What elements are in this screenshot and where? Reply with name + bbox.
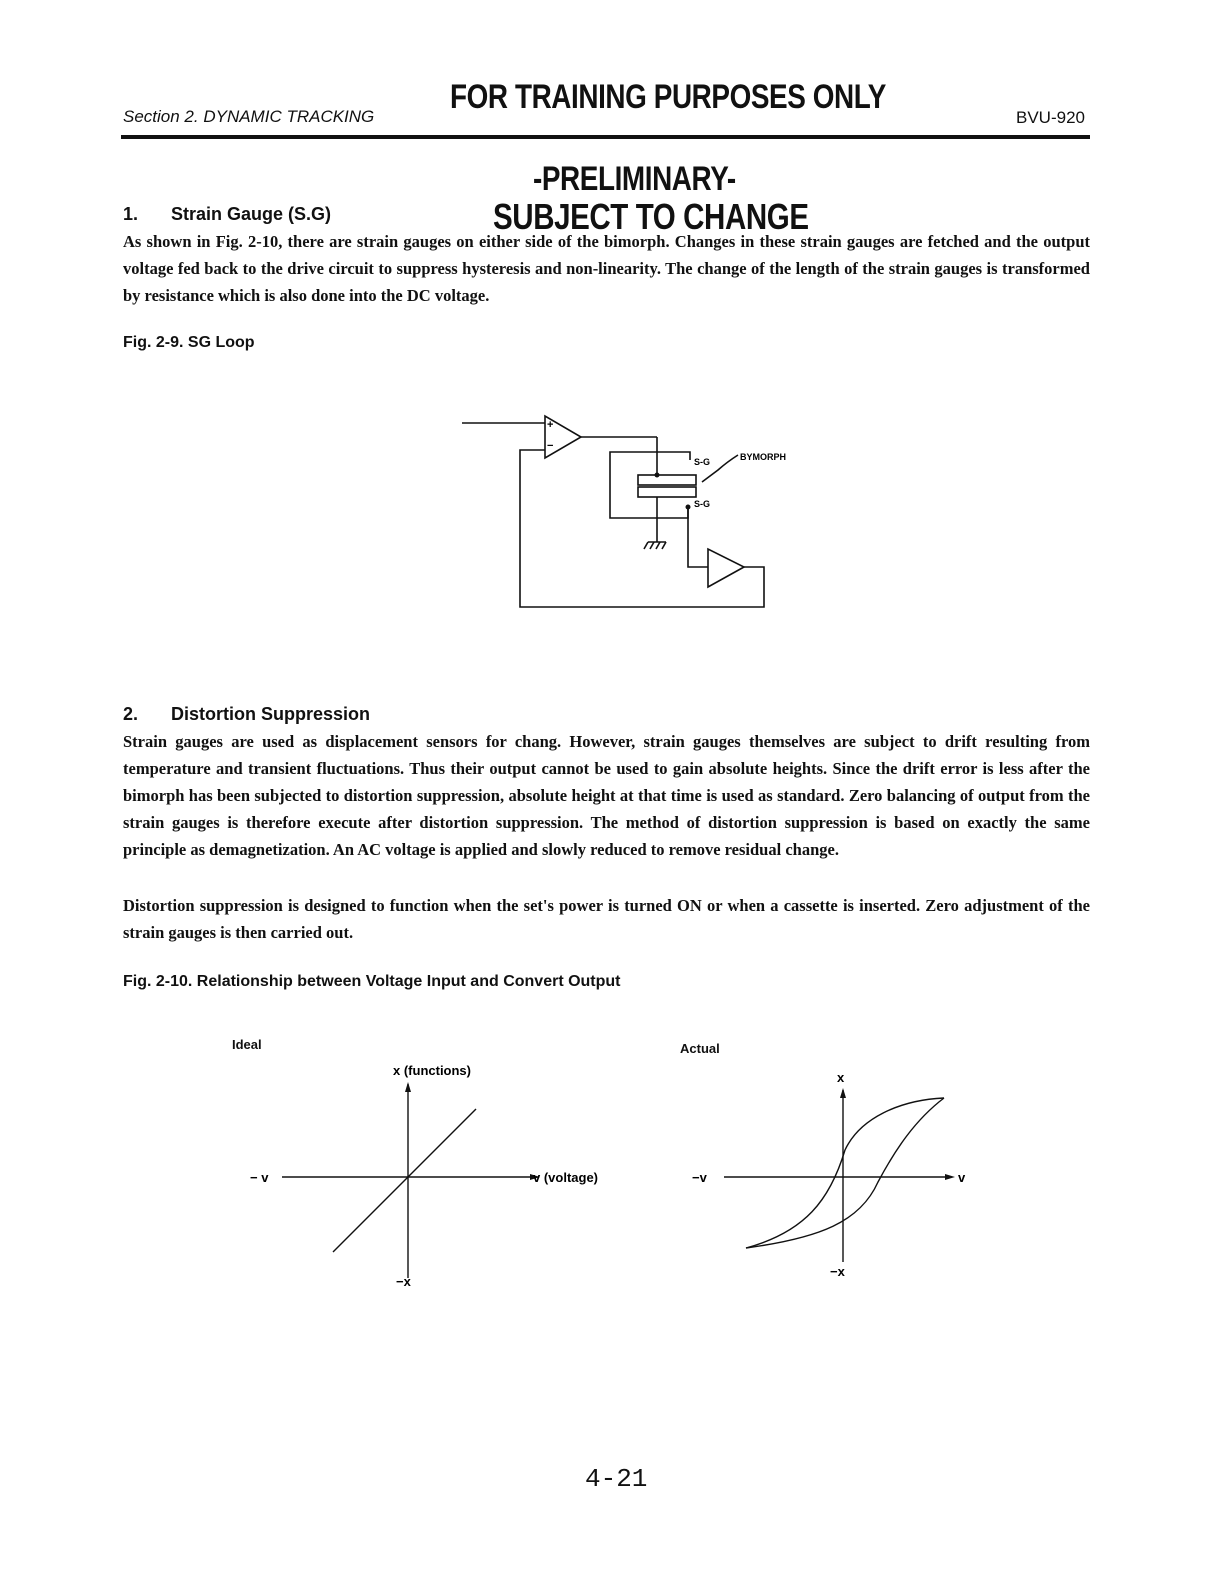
section-1-number: 1. (123, 204, 139, 224)
op-amp-2 (708, 549, 744, 587)
sg-output-line (688, 507, 708, 567)
fig-2-9-caption: Fig. 2-9. SG Loop (123, 334, 255, 351)
sg-top-label: S-G (694, 457, 711, 467)
ideal-y-neg-label: −x (396, 1274, 411, 1289)
page-number: 4-21 (585, 1464, 648, 1494)
section-1-paragraph: As shown in Fig. 2-10, there are strain gauges on either side of the bimorph. Changes in these strain gauges are fetched and the output voltage fed back to the drive circuit to suppress hysteresis and non-linearity. The change of the length of the strain gauges is transformed by resistance which is also done into the DC voltage. (123, 232, 1090, 305)
training-banner: FOR TRAINING PURPOSES ONLY (450, 78, 886, 116)
hysteresis-lower-branch (746, 1098, 944, 1248)
section-2-paragraph-1: Strain gauges are used as displacement sensors for chang. However, strain gauges themselves are subject to drift resulting from temperature and transient fluctuations. Thus their output cannot be used to gain absolute heights. Since the drift error is less after the bimorph has been subjected to distortion suppression, absolute height at that time is used as standard. Zero balancing of output from the strain gauges is therefore execute after distortion suppression. The method of distortion suppression is based on exactly the same principle as demagnetization. An AC voltage is applied and slowly reduced to remove residual change. (123, 732, 1090, 859)
actual-y-neg-label: −x (830, 1264, 845, 1279)
actual-title: Actual (680, 1041, 720, 1056)
ideal-y-pos-label: x (functions) (393, 1063, 471, 1078)
sg-loop-diagram (455, 405, 815, 615)
actual-y-pos-label: x (837, 1070, 845, 1085)
actual-graph (685, 1065, 975, 1290)
actual-x-arrow (945, 1174, 955, 1180)
actual-x-pos-label: v (958, 1170, 966, 1185)
section-2-paragraph-2: Distortion suppression is designed to function when the set's power is turned ON or when a cassette is inserted. Zero adjustment of the strain gauges is then carried out. (123, 896, 1090, 942)
ideal-x-pos-label: v (voltage) (533, 1170, 599, 1185)
section-2-title: Distortion Suppression (171, 704, 371, 724)
ideal-y-arrow (405, 1082, 411, 1092)
plus-label: + (547, 419, 554, 431)
bimorph-bottom-plate (638, 487, 696, 497)
section-1-heading (123, 204, 331, 225)
bimorph-top-plate (638, 475, 696, 485)
junction-dot (655, 473, 660, 478)
ideal-graph (240, 1055, 640, 1295)
section-2-heading (123, 704, 370, 725)
hysteresis-upper-branch (746, 1098, 944, 1248)
bimorph-label: BYMORPH (740, 452, 787, 462)
subject-to-change-stamp: SUBJECT TO CHANGE (493, 196, 809, 237)
preliminary-stamp: -PRELIMINARY- (533, 160, 736, 198)
actual-y-arrow (840, 1088, 846, 1098)
ideal-title: Ideal (232, 1037, 262, 1052)
model-number: BVU-920 (1016, 108, 1085, 127)
actual-x-neg-label: −v (692, 1170, 707, 1185)
ideal-x-neg-label: − v (250, 1170, 269, 1185)
section-1-title: Strain Gauge (S.G) (171, 204, 332, 224)
feedback-loop (520, 450, 764, 607)
header-rule (121, 135, 1090, 139)
minus-label: − (547, 440, 554, 452)
junction-dot (686, 505, 691, 510)
sg-bottom-label: S-G (694, 499, 711, 509)
ideal-linear-response (333, 1109, 476, 1252)
section-header: Section 2. DYNAMIC TRACKING (123, 107, 375, 126)
fig-2-10-caption: Fig. 2-10. Relationship between Voltage Input and Convert Output (123, 973, 621, 990)
section-2-number: 2. (123, 704, 139, 724)
